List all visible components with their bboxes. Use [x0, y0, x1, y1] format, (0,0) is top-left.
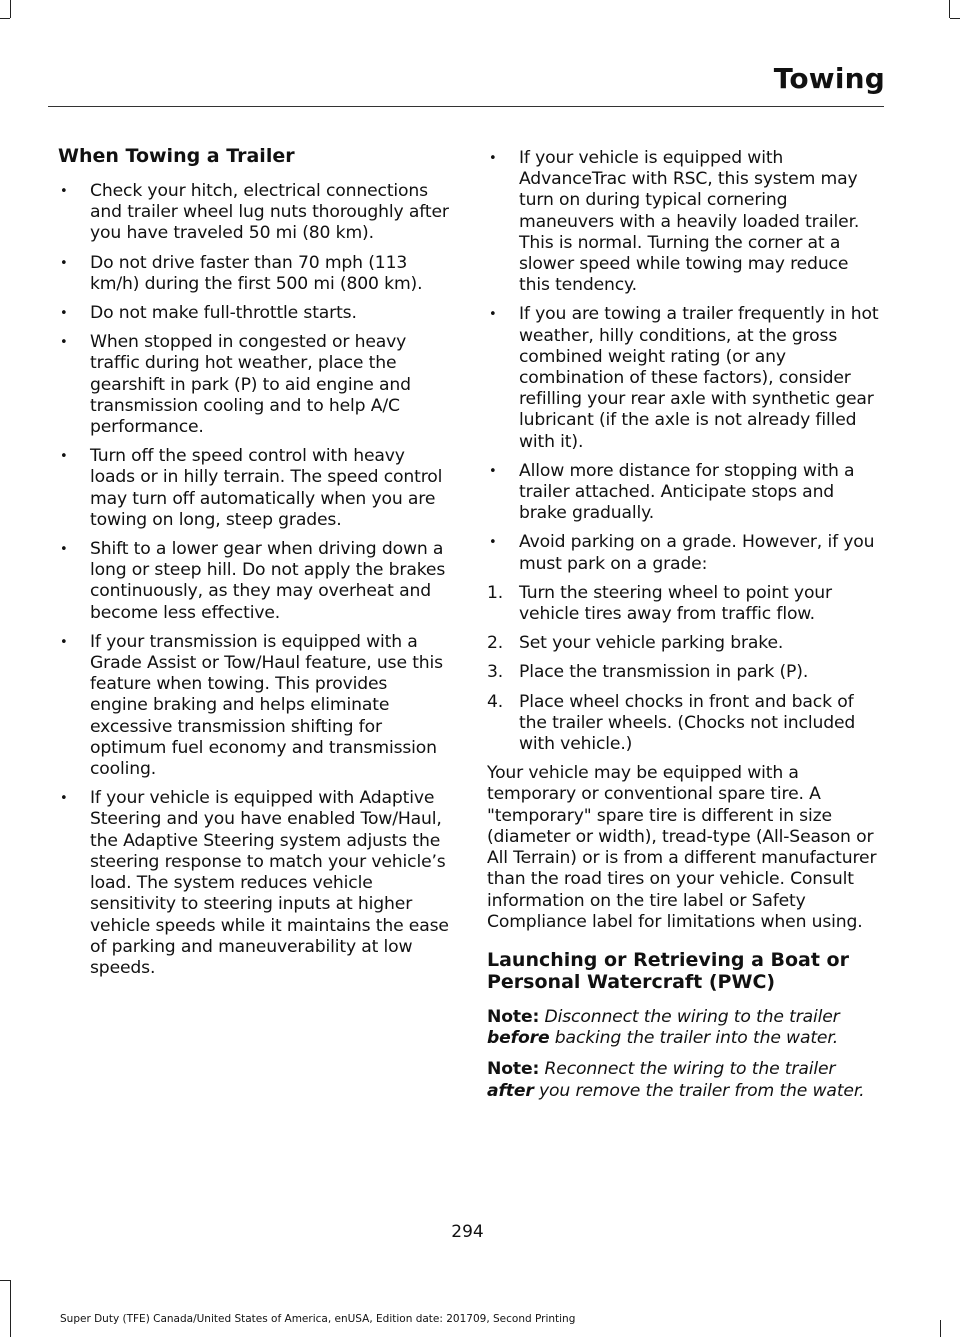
step-number: 1.	[487, 582, 504, 603]
note-text: you remove the trailer from the water.	[533, 1080, 865, 1101]
left-column	[58, 145, 450, 987]
footer-text: Super Duty (TFE) Canada/United States of America, enUSA, Edition date: 201709, Second Printing	[60, 1313, 576, 1325]
page-title: Towing	[773, 62, 885, 95]
list-item: • Check your hitch, electrical connections and trailer wheel lug nuts thoroughly after you have traveled 50 mi (80 km).	[58, 181, 450, 245]
list-item: • Do not drive faster than 70 mph (113 km/h) during the first 500 mi (800 km).	[58, 253, 450, 295]
list-item: • When stopped in congested or heavy traffic during hot weather, place the gearshift in park (P) to aid engine and transmission cooling and to help A/C performance.	[58, 332, 450, 438]
list-item: • If you are towing a trailer frequently in hot weather, hilly conditions, at the gross combined weight rating (or any combination of these factors), consider refilling your rear axle with synthetic gear lubricant (if the axle is not already filled with it).	[487, 304, 883, 452]
crop-mark	[949, 0, 950, 18]
list-item: • If your vehicle is equipped with Adaptive Steering and you have enabled Tow/Haul, the Adaptive Steering system adjusts the steering response to match your vehicle’s load. The system reduces vehicle sensitivity to steering inputs at higher vehicle speeds while it maintains the ease of parking and maneuverability at low speeds.	[58, 788, 450, 979]
step-text: Place the transmission in park (P).	[519, 662, 809, 683]
right-column	[487, 148, 883, 1112]
crop-mark	[940, 1320, 941, 1337]
step-item	[487, 583, 883, 625]
page-number: 294	[451, 1222, 484, 1242]
list-item: • Allow more distance for stopping with a trailer attached. Anticipate stops and brake gradually.	[487, 461, 883, 525]
step-number: 3.	[487, 662, 504, 683]
note-emphasis: before	[487, 1028, 550, 1049]
crop-mark	[10, 0, 11, 18]
note-label: Note:	[487, 1006, 540, 1027]
list-item: • Do not make full-throttle starts.	[58, 303, 450, 324]
header-rule	[48, 106, 884, 107]
list-item: • Shift to a lower gear when driving down a long or steep hill. Do not apply the brakes continuously, as they may overheat and become less effective.	[58, 539, 450, 624]
step-text: Place wheel chocks in front and back of the trailer wheels. (Chocks not included with vehicle.)	[519, 691, 856, 755]
step-item	[487, 633, 883, 654]
note	[487, 1007, 883, 1049]
step-item	[487, 662, 883, 683]
crop-mark	[0, 1280, 10, 1281]
list-item: • If your vehicle is equipped with AdvanceTrac with RSC, this system may turn on during typical cornering maneuvers with a heavily loaded trailer. This is normal. Turning the corner at a slower speed while towing may reduce this tendency.	[487, 148, 883, 296]
bullet-list	[487, 148, 883, 575]
spare-tire-paragraph: Your vehicle may be equipped with a temporary or conventional spare tire. A "temporary" spare tire is different in size (diameter or width), tread-type (All-Season or All Terrain) or is from a different manufacturer than the road tires on your vehicle. Consult information on the tire label or Safety Compliance label for limitations when using.	[487, 763, 877, 932]
numbered-list	[487, 583, 883, 755]
step-number: 4.	[487, 691, 504, 712]
section-heading: Launching or Retrieving a Boat or Personal Watercraft (PWC)	[487, 948, 849, 993]
crop-mark	[0, 18, 10, 19]
crop-mark	[10, 1280, 11, 1337]
step-text: Set your vehicle parking brake.	[519, 633, 784, 654]
list-item: • Turn off the speed control with heavy loads or in hilly terrain. The speed control may turn off automatically when you are towing on long, steep grades.	[58, 446, 450, 531]
note-label: Note:	[487, 1059, 540, 1080]
list-item: • Avoid parking on a grade. However, if you must park on a grade:	[487, 532, 883, 574]
note-text: Reconnect the wiring to the trailer	[539, 1059, 836, 1080]
note-text: backing the trailer into the water.	[549, 1028, 839, 1049]
crop-mark	[950, 18, 960, 19]
step-text: Turn the steering wheel to point your vehicle tires away from traffic flow.	[519, 582, 832, 625]
note-text: Disconnect the wiring to the trailer	[539, 1006, 840, 1027]
section-heading: When Towing a Trailer	[58, 145, 295, 167]
step-item	[487, 692, 883, 756]
note	[487, 1059, 883, 1101]
bullet-list	[58, 181, 450, 979]
step-number: 2.	[487, 633, 504, 654]
note-emphasis: after	[487, 1080, 534, 1101]
list-item: • If your transmission is equipped with a Grade Assist or Tow/Haul feature, use this feature when towing. This provides engine braking and helps eliminate excessive transmission shifting for optimum fuel economy and transmission cooling.	[58, 632, 450, 780]
